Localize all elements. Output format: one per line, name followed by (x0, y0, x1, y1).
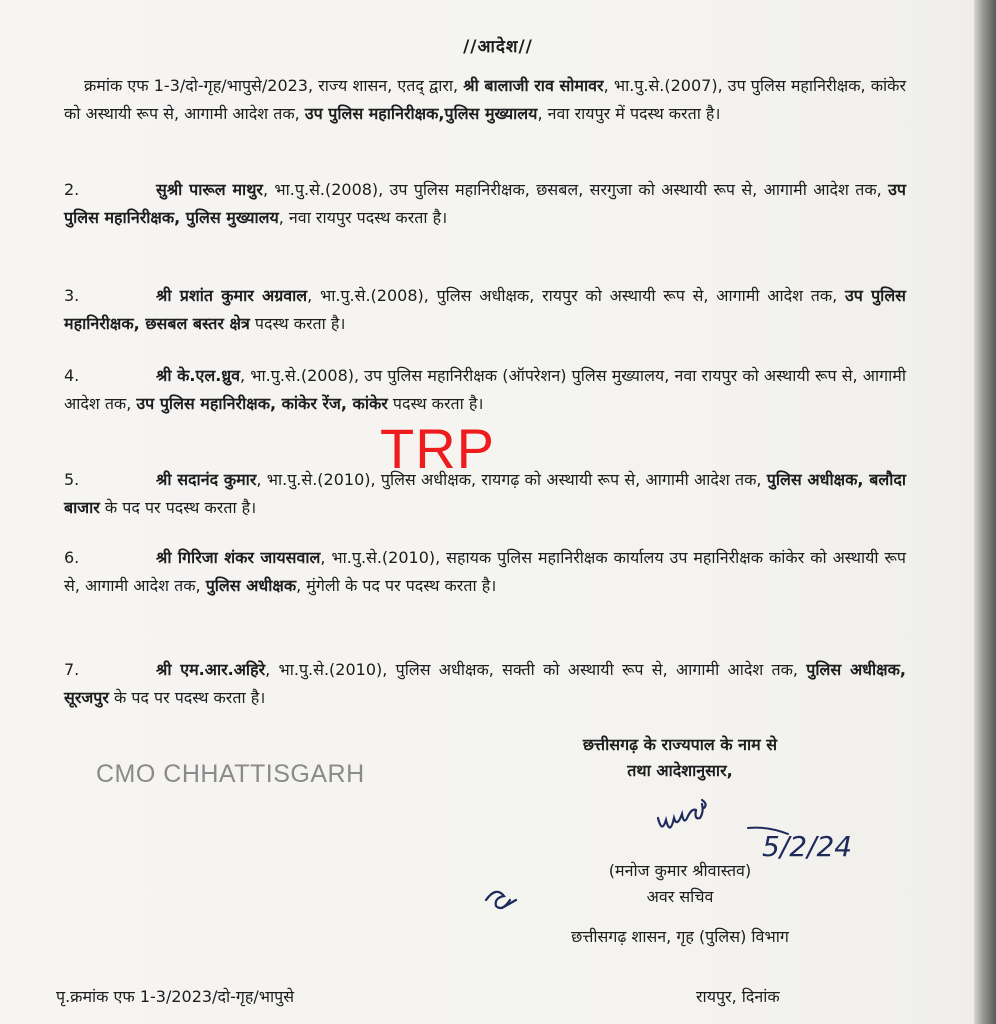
para-2-text-post: , नवा रायपुर पदस्थ करता है। (278, 208, 448, 227)
para-4-number: 4. (64, 366, 80, 385)
para-4-text-mid: , भा.पु.से.(2008), उप पुलिस महानिरीक्षक (ऑपरेशन) पुलिस मुख्यालय, नवा रायपुर को अस्थायी रूप से, आगामी आदेश तक, (64, 366, 907, 413)
para-1-text-post: , नवा रायपुर में पदस्थ करता है। (537, 104, 721, 123)
para-2-posting: उप पुलिस महानिरीक्षक, पुलिस मुख्यालय (64, 180, 906, 227)
para-4-text-post: पदस्थ करता है। (387, 394, 484, 413)
para-3-officer-name: श्री प्रशांत कुमार अग्रवाल (156, 286, 308, 305)
order-paragraph-4 (64, 362, 906, 418)
para-1-text-mid: , भा.पु.से.(2007), उप पुलिस महानिरीक्षक, कांकेर को अस्थायी रूप से, आगामी आदेश तक, (64, 76, 906, 123)
signatory-block (540, 858, 820, 910)
authority-line-1: छत्तीसगढ़ के राज्यपाल के नाम से (582, 735, 778, 754)
order-paragraph-2 (64, 176, 906, 232)
initial-scribble (480, 878, 530, 918)
footer-reference: पृ.क्रमांक एफ 1-3/2023/दो-गृह/भापुसे (56, 987, 295, 1006)
para-1-posting: उप पुलिस महानिरीक्षक,पुलिस मुख्यालय (304, 104, 538, 123)
para-3-text-post: पदस्थ करता है। (249, 314, 346, 333)
para-7-text-mid: , भा.पु.से.(2010), पुलिस अधीक्षक, सक्ती को अस्थायी रूप से, आगामी आदेश तक, (265, 660, 807, 679)
para-3-posting: उप पुलिस महानिरीक्षक, छसबल बस्तर क्षेत्र (64, 286, 906, 333)
trp-watermark: TRP (380, 417, 495, 480)
para-5-posting: पुलिस अधीक्षक, बलौदा बाजार (64, 470, 906, 517)
order-paragraph-7 (64, 656, 906, 712)
order-heading: //आदेश// (463, 37, 533, 57)
order-paragraph-3 (64, 282, 906, 338)
cmo-watermark: CMO CHHATTISGARH (96, 760, 365, 788)
para-7-number: 7. (64, 660, 80, 679)
para-6-text-mid: , भा.पु.से.(2010), सहायक पुलिस महानिरीक्षक कार्यालय उप महानिरीक्षक कांकेर को अस्थायी रूप से, आगामी आदेश तक, (64, 548, 906, 595)
para-1-text-pre: क्रमांक एफ 1-3/दो-गृह/भापुसे/2023, राज्य शासन, एतद् द्वारा, (84, 76, 464, 95)
para-6-text-post: , मुंगेली के पद पर पदस्थ करता है। (296, 576, 497, 595)
para-5-text-post: के पद पर पदस्थ करता है। (99, 498, 257, 517)
para-3-text-mid: , भा.पु.से.(2008), पुलिस अधीक्षक, रायपुर को अस्थायी रूप से, आगामी आदेश तक, (307, 286, 845, 305)
signatory-department-block (490, 924, 870, 950)
authority-block (500, 732, 860, 784)
para-5-text-mid: , भा.पु.से.(2010), पुलिस अधीक्षक, रायगढ़ को अस्थायी रूप से, आगामी आदेश तक, (256, 470, 767, 489)
para-4-officer-name: श्री के.एल.ध्रुव (156, 366, 241, 385)
para-5-number: 5. (64, 470, 80, 489)
para-7-officer-name: श्री एम.आर.अहिरे (156, 660, 266, 679)
para-7-posting: पुलिस अधीक्षक, सूरजपुर (64, 660, 907, 707)
order-paragraph-6 (64, 544, 906, 600)
signatory-department: छत्तीसगढ़ शासन, गृह (पुलिस) विभाग (571, 927, 789, 946)
page-edge-shadow (974, 0, 996, 1024)
order-paragraph-1 (64, 72, 906, 128)
signature-date: 5/2/24 (762, 830, 853, 863)
para-2-officer-name: सुश्री पारूल माथुर (156, 180, 263, 199)
authority-line-2: तथा आदेशानुसार, (627, 761, 733, 780)
para-2-number: 2. (64, 180, 80, 199)
para-1-officer-name: श्री बालाजी राव सोमावर (463, 76, 604, 95)
para-6-officer-name: श्री गिरिजा शंकर जायसवाल (156, 548, 321, 567)
para-6-number: 6. (64, 548, 80, 567)
para-7-text-post: के पद पर पदस्थ करता है। (108, 688, 266, 707)
para-6-posting: पुलिस अधीक्षक (205, 576, 297, 595)
para-2-text-mid: , भा.पु.से.(2008), उप पुलिस महानिरीक्षक, छसबल, सरगुजा को अस्थायी रूप से, आगामी आदेश तक, (262, 180, 889, 199)
para-3-number: 3. (64, 286, 80, 305)
para-5-officer-name: श्री सदानंद कुमार (156, 470, 257, 489)
para-4-posting: उप पुलिस महानिरीक्षक, कांकेर रेंज, कांकेर (136, 394, 388, 413)
signatory-designation: अवर सचिव (646, 887, 714, 906)
footer-place-date: रायपुर, दिनांक (696, 987, 780, 1006)
signatory-name: (मनोज कुमार श्रीवास्तव) (608, 861, 752, 880)
